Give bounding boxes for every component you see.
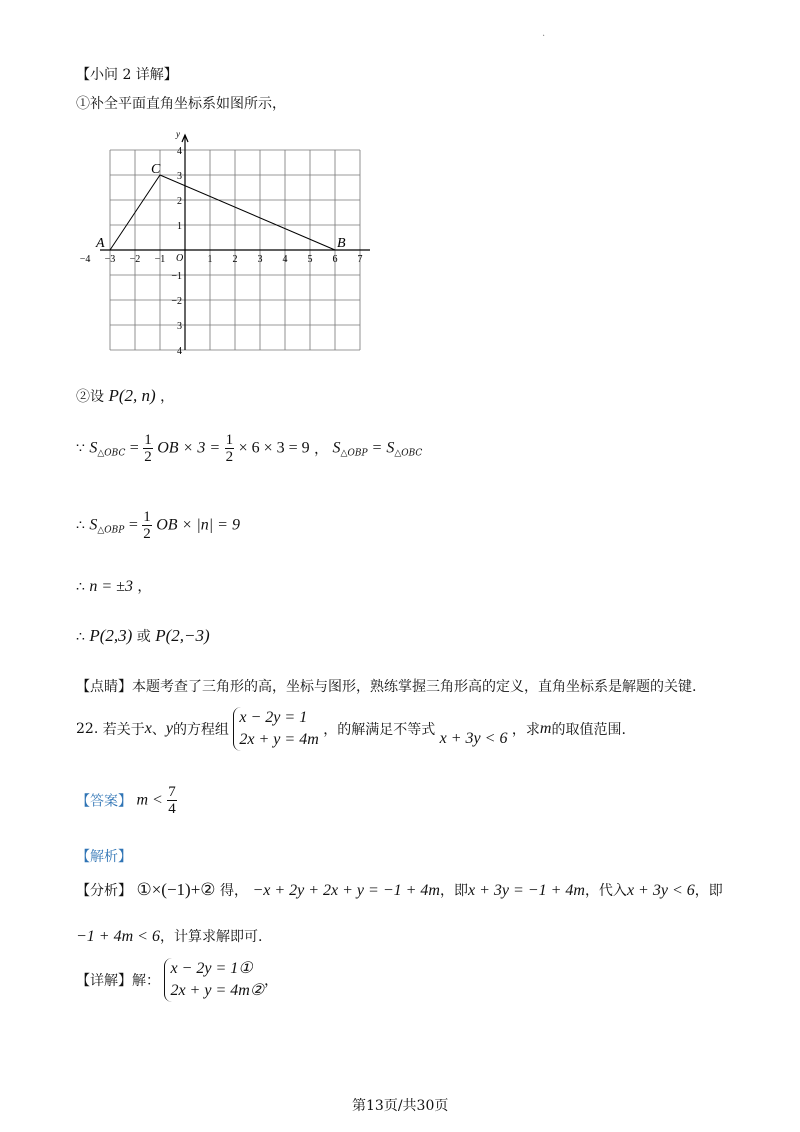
area-sub-obc: △OBC [97, 448, 126, 459]
fraction-den-2: 2 [225, 449, 234, 465]
origin-label: O [176, 253, 184, 264]
detail-eq2: 2x + y = 4m② [170, 982, 265, 999]
fraction-num-2: 1 [225, 432, 234, 448]
x-tick-label: 1 [207, 254, 213, 265]
fenxi-ji2: ，即 [694, 883, 723, 899]
fenxi-row [76, 880, 723, 900]
x-tick-label: −3 [104, 254, 116, 265]
q22-inequality: x + 3y < 6 [439, 730, 508, 747]
q22-text2: 的方程组 [172, 722, 229, 738]
y-axis-label: y [176, 129, 180, 139]
therefore-symbol: ∴ [76, 517, 85, 534]
q22-equation-system [233, 707, 318, 751]
therefore-symbol-2: ∴ [76, 579, 85, 595]
area-rhs-sub1: △OBP [340, 448, 368, 459]
x-tick-label: 4 [282, 254, 288, 265]
comment-label: 【点睛】 [76, 679, 132, 695]
area-obp-sub: △OBP [97, 525, 125, 536]
x-tick-label: 3 [257, 254, 263, 265]
answer-den: 4 [168, 801, 176, 817]
answer-label: 【答案】 [76, 793, 132, 810]
x-tick-label: −2 [129, 254, 141, 265]
page-footer: 第13页/共30页 [352, 1098, 449, 1114]
point-label-a: A [96, 236, 105, 251]
fenxi-de: 得， [219, 883, 248, 899]
detail-equation-system [164, 958, 264, 1002]
x-tick-label: 7 [357, 254, 363, 265]
n-value-tail: ， [137, 579, 152, 595]
fraction-half-3 [142, 509, 152, 542]
detail-label: 【详解】 [76, 973, 132, 989]
n-value-row [76, 576, 151, 596]
step2-point: P(2, n) [108, 386, 156, 405]
x-tick-label: 2 [232, 254, 238, 265]
area-expr-2: × 6 × 3 = 9 [238, 439, 310, 457]
y-tick-label: −2 [171, 296, 182, 307]
point-label-c: C [151, 162, 161, 177]
y-tick-label: 4 [177, 346, 182, 357]
y-tick-label: 4 [177, 146, 182, 157]
equals-sign: = [129, 439, 139, 457]
comment-text: 本题考查了三角形的高，坐标与图形，熟练掌握三角形高的定义，直角坐标系是解题的关键. [132, 679, 697, 695]
fenxi-eq-a: −x + 2y + 2x + y = −1 + 4m [252, 882, 440, 899]
answer-m: m < [136, 791, 163, 809]
n-value: n = ±3 [89, 578, 133, 595]
fraction-half-2 [225, 432, 235, 465]
because-symbol: ∵ [76, 440, 85, 457]
q22-text1: 若关于 [102, 722, 145, 738]
step2-label: ②设 [76, 389, 104, 405]
detail-row [76, 958, 278, 1002]
q22-text5: 的取值范围. [551, 722, 626, 738]
fenxi-eq-b: x + 3y = −1 + 4m [467, 882, 585, 899]
x-tick-label: −1 [154, 254, 166, 265]
area-obp-s: S [89, 516, 98, 534]
q22-number: 22. [76, 721, 99, 737]
y-tick-label: 3 [177, 321, 182, 332]
equals-sign-2: = [128, 516, 138, 534]
q22-var-x: x [144, 720, 152, 737]
fraction-den-3: 2 [143, 526, 151, 542]
step2-tail: ， [160, 389, 175, 405]
or-text: 或 [136, 629, 151, 645]
fraction-half [143, 432, 153, 465]
q22-var-m: m [539, 720, 552, 737]
fenxi-tail: ，计算求解即可. [159, 929, 263, 945]
section-heading: 【小问 2 详解】 [76, 67, 178, 83]
area-rhs-sub2: △OBC [394, 448, 423, 459]
answer-num: 7 [168, 784, 176, 800]
q22-text3: ，的解满足不等式 [323, 722, 436, 738]
step1-text: ①补全平面直角坐标系如图所示， [76, 96, 286, 112]
q22-eq1: x − 2y = 1 [239, 709, 308, 726]
x-tick-label: −4 [80, 254, 91, 265]
area-rhs-s: S [332, 439, 341, 457]
coordinate-graph [80, 128, 380, 368]
y-tick-label: 1 [177, 221, 182, 232]
p-result-a: P(2,3) [89, 626, 133, 645]
fenxi-label: 【分析】 [76, 883, 132, 899]
fraction-num-3: 1 [143, 509, 151, 525]
x-tick-label: 6 [332, 254, 338, 265]
area-expr-1: OB × 3 = [157, 439, 221, 457]
detail-eq1: x − 2y = 1① [170, 960, 253, 977]
graph-tick-labels [80, 129, 363, 357]
area-obc-row [76, 432, 422, 465]
fraction-num: 1 [144, 432, 152, 448]
fenxi-eq-d: −1 + 4m < 6 [76, 928, 160, 945]
fenxi-op: ①×(−1)+② [136, 880, 216, 899]
analysis-label: 【解析】 [76, 849, 132, 865]
step2-row [76, 386, 174, 406]
question-22 [76, 707, 626, 751]
y-tick-label: 2 [177, 196, 182, 207]
answer-row [76, 784, 177, 817]
q22-text4: ，求 [511, 722, 540, 738]
area-obp-row [76, 509, 240, 542]
q22-var-y: y [165, 720, 173, 737]
area-rhs-eq: = S [367, 439, 395, 457]
area-obp-expr: OB × |n| = 9 [156, 516, 240, 534]
detail-tail: ， [264, 973, 279, 989]
triangle-edges [110, 175, 335, 250]
fenxi-row-2 [76, 926, 262, 946]
comma: ， [314, 441, 329, 458]
fenxi-ji: ，即 [439, 883, 468, 899]
fenxi-eq-c: x + 3y < 6 [626, 882, 695, 899]
area-s: S [89, 439, 98, 457]
p-result-row [76, 626, 210, 646]
therefore-symbol-3: ∴ [76, 629, 85, 645]
detail-jie: 解： [132, 973, 160, 989]
comment-row [76, 676, 696, 696]
x-tick-label: 5 [307, 254, 313, 265]
fenxi-dairu: ，代入 [584, 883, 627, 899]
point-label-b: B [337, 236, 346, 251]
y-tick-label: 3 [177, 171, 182, 182]
y-tick-label: −1 [171, 271, 182, 282]
q22-sep: 、 [151, 722, 166, 738]
q22-eq2: 2x + y = 4m [239, 731, 319, 748]
header-mark: . [542, 28, 546, 39]
p-result-b: P(2,−3) [155, 626, 210, 645]
answer-fraction [167, 784, 177, 817]
fraction-den: 2 [144, 449, 152, 465]
